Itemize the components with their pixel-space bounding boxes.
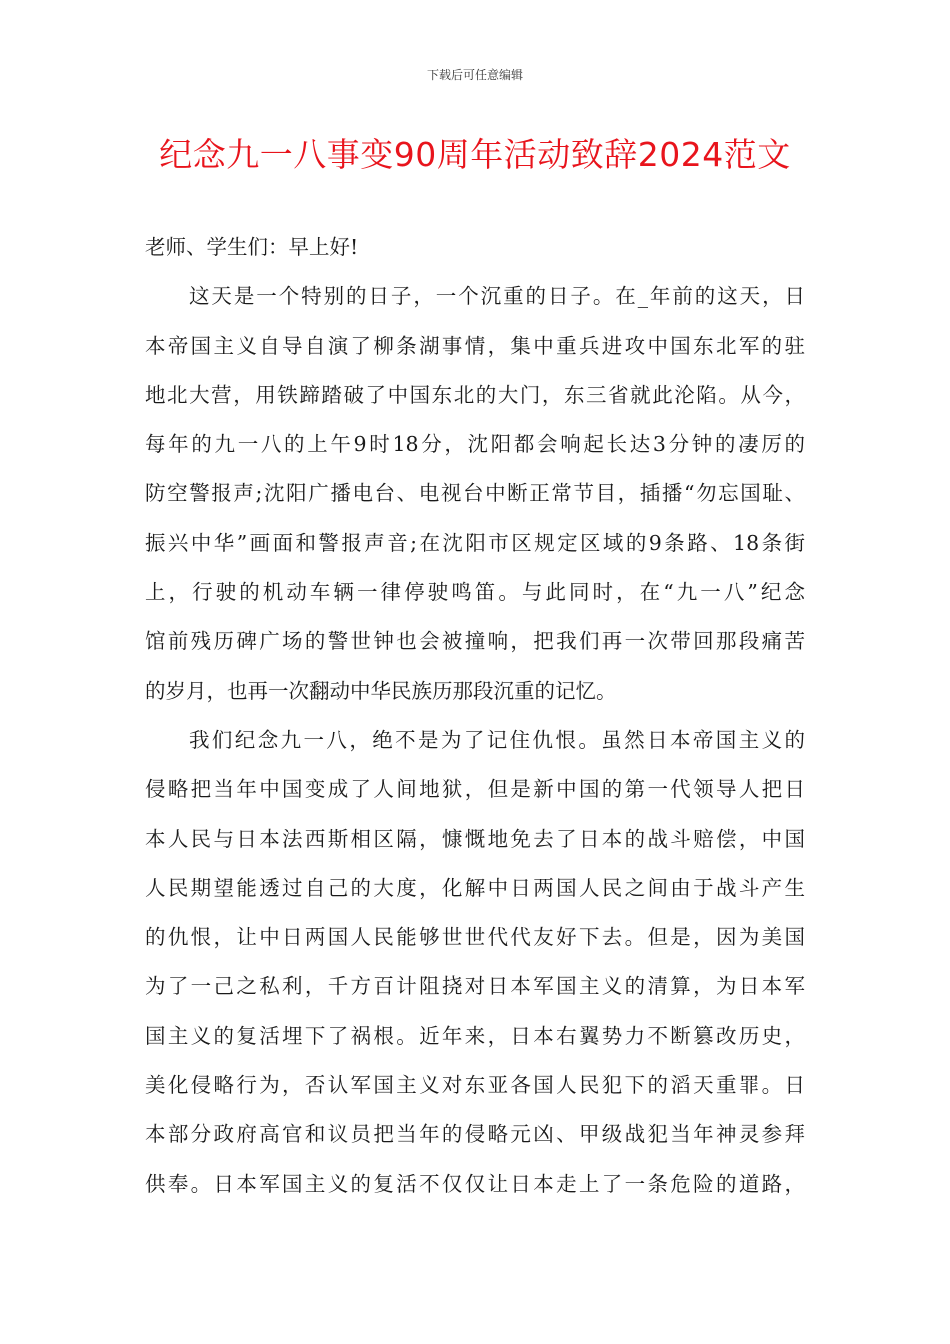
- paragraph-line: 为了一己之私利，千方百计阻挠对日本军国主义的清算，为日本军: [145, 974, 805, 999]
- paragraph-line: 的岁月，也再一次翻动中华民族历那段沉重的记忆。: [145, 678, 617, 703]
- paragraph-line: 本人民与日本法西斯相区隔，慷慨地免去了日本的战斗赔偿，中国: [145, 826, 805, 851]
- document-body: [145, 223, 805, 1209]
- paragraph-line: 馆前残历碑广场的警世钟也会被撞响，把我们再一次带回那段痛苦: [145, 629, 805, 654]
- paragraph-line: 美化侵略行为，否认军国主义对东亚各国人民犯下的滔天重罪。日: [145, 1073, 805, 1098]
- paragraph-line: 的仇恨，让中日两国人民能够世世代代友好下去。但是，因为美国: [145, 925, 805, 950]
- paragraph-line: 供奉。日本军国主义的复活不仅仅让日本走上了一条危险的道路，: [145, 1171, 805, 1196]
- paragraph-line: 地北大营，用铁蹄踏破了中国东北的大门，东三省就此沦陷。从今，: [145, 382, 805, 407]
- paragraph-line: 侵略把当年中国变成了人间地狱，但是新中国的第一代领导人把日: [145, 777, 805, 802]
- header-note: 下载后可任意编辑: [426, 68, 523, 82]
- paragraph-line: 这天是一个特别的日子，一个沉重的日子。在_年前的这天，日: [189, 284, 805, 309]
- paragraph-line: 防空警报声;沈阳广播电台、电视台中断正常节目，插播“勿忘国耻、: [145, 481, 805, 506]
- paragraph-line: 每年的九一八的上午9时18分，沈阳都会响起长达3分钟的凄厉的: [145, 432, 805, 457]
- paragraph-line: 本部分政府高官和议员把当年的侵略元凶、甲级战犯当年神灵参拜: [145, 1122, 805, 1147]
- paragraph-line: 振兴中华”画面和警报声音;在沈阳市区规定区域的9条路、18条街: [145, 530, 805, 555]
- paragraph-line: 我们纪念九一八，绝不是为了记住仇恨。虽然日本帝国主义的: [189, 727, 805, 752]
- paragraph-line: 人民期望能透过自己的大度，化解中日两国人民之间由于战斗产生: [145, 875, 805, 900]
- paragraph-line: 国主义的复活埋下了祸根。近年来，日本右翼势力不断篡改历史，: [145, 1023, 805, 1048]
- document-title: 纪念九一八事变90周年活动致辞2024范文: [159, 135, 791, 174]
- salutation-line: 老师、学生们：早上好!: [145, 235, 359, 259]
- paragraph-line: 上，行驶的机动车辆一律停驶鸣笛。与此同时，在“九一八”纪念: [145, 580, 805, 605]
- paragraph-line: 本帝国主义自导自演了柳条湖事情，集中重兵进攻中国东北军的驻: [145, 333, 805, 358]
